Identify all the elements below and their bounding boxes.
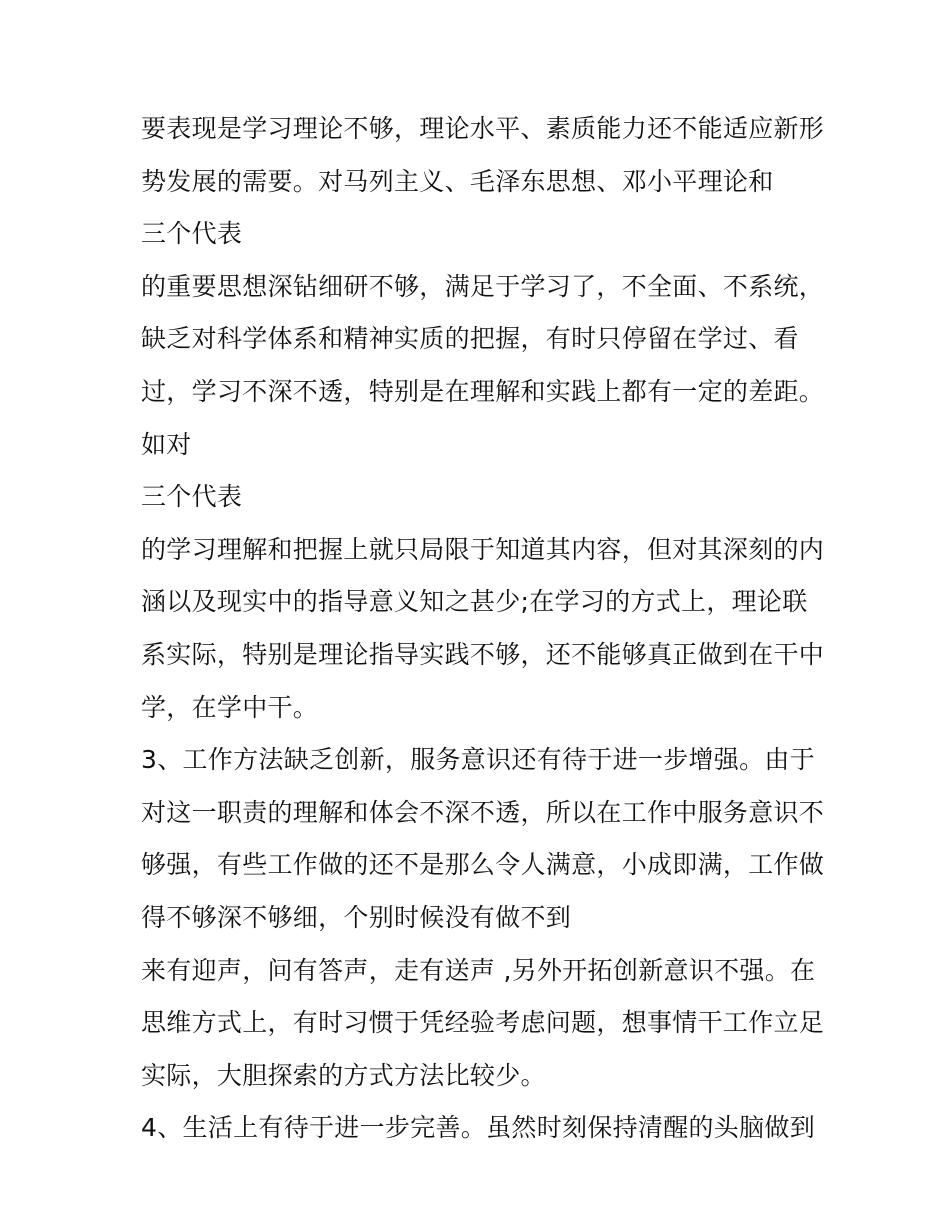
text-line-16: 得不够深不够细，个别时候没有做不到 [141, 902, 572, 932]
text-line-6: 过，学习不深不透，特别是在理解和实践上都有一定的差距。 [141, 376, 825, 406]
text-line-3: 三个代表 [141, 219, 243, 249]
text-line-9: 的学习理解和把握上就只局限于知道其内容，但对其深刻的内 [141, 534, 825, 564]
text-line-18: 思维方式上，有时习惯于凭经验考虑问题，想事情干工作立足 [141, 1008, 825, 1038]
text-line-15: 够强，有些工作做的还不是那么令人满意，小成即满，工作做 [141, 850, 825, 880]
text-line-7: 如对 [141, 429, 192, 459]
text-line-11: 系实际，特别是理论指导实践不够，还不能够真正做到在干中 [141, 639, 825, 669]
text-line-19: 实际，大胆探索的方式方法比较少。 [141, 1060, 546, 1090]
text-line-17: 来有迎声，问有答声，走有送声 ,另外开拓创新意识不强。在 [141, 955, 816, 985]
document-body [141, 103, 825, 1155]
text-line-8: 三个代表 [141, 482, 243, 512]
text-line-5: 缺乏对科学体系和精神实质的把握，有时只停留在学过、看 [141, 324, 799, 354]
text-line-10: 涵以及现实中的指导意义知之甚少;在学习的方式上，理论联 [141, 587, 808, 617]
text-line-4: 的重要思想深钻细研不够，满足于学习了，不全面、不系统， [141, 271, 825, 301]
text-line-12: 学，在学中干。 [141, 692, 319, 722]
text-line-13: 3、工作方法缺乏创新，服务意识还有待于进一步增强。由于 [141, 745, 816, 775]
text-line-14: 对这一职责的理解和体会不深不透，所以在工作中服务意识不 [141, 797, 825, 827]
text-line-2: 势发展的需要。对马列主义、毛泽东思想、邓小平理论和 [141, 166, 774, 196]
text-line-1: 要表现是学习理论不够，理论水平、素质能力还不能适应新形 [141, 114, 825, 143]
text-line-20: 4、生活上有待于进一步完善。虽然时刻保持清醒的头脑做到 [141, 1113, 816, 1143]
